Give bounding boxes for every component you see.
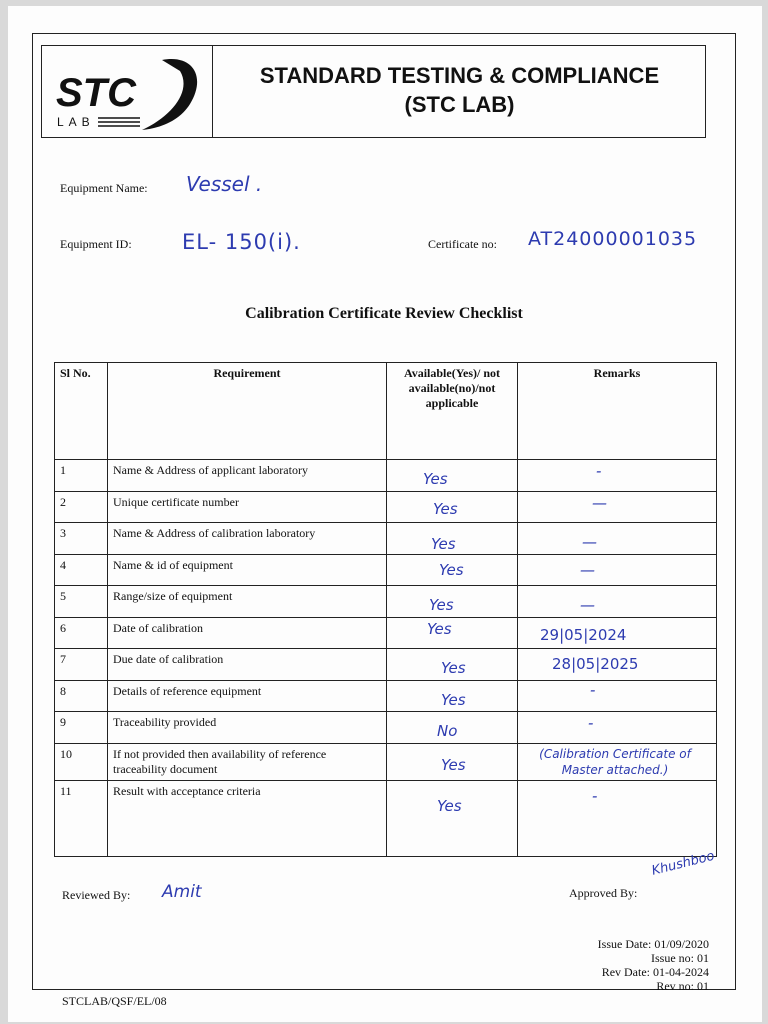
row-requirement: Details of reference equipment [108,681,387,712]
rev-date: Rev Date: 01-04-2024 [601,965,709,979]
row-remarks [518,586,717,618]
logo-sub: LAB [57,115,95,129]
row-available [387,460,518,492]
equipment-id-value: EL- 150(i). [182,230,301,254]
row-available [387,492,518,523]
available-handwriting: No [437,722,458,740]
table-row [55,523,717,555]
row-sl: 6 [55,618,108,649]
remarks-handwriting: - [592,787,598,805]
row-sl: 4 [55,555,108,586]
row-remarks [518,681,717,712]
reviewed-by-signature: Amit [162,882,202,902]
row-sl: 3 [55,523,108,555]
rev-no: Rev no: 01 [656,979,709,993]
col-sl-no: Sl No. [55,363,108,460]
row-remarks [518,712,717,744]
row-requirement: If not provided then availability of reference traceability document [108,744,387,781]
available-handwriting: Yes [439,561,464,579]
checklist-title: Calibration Certificate Review Checklist [245,305,523,322]
review-checklist-table [54,362,717,857]
row-sl: 7 [55,649,108,681]
row-remarks [518,744,717,781]
remarks-handwriting: — [592,494,607,512]
row-available [387,523,518,555]
available-handwriting: Yes [431,535,456,553]
row-available [387,555,518,586]
row-sl: 10 [55,744,108,781]
table-row [55,781,717,857]
certificate-no-value: AT24000001035 [528,228,698,250]
equipment-id-label: Equipment ID: [60,237,132,251]
row-available [387,649,518,681]
issue-no: Issue no: 01 [651,951,709,965]
remarks-handwriting: - [590,681,596,699]
row-remarks [518,523,717,555]
row-available [387,586,518,618]
issue-date: Issue Date: 01/09/2020 [597,937,709,951]
available-handwriting: Yes [441,756,466,774]
available-handwriting: Yes [437,797,462,815]
row-remarks [518,460,717,492]
table-row [55,681,717,712]
document-code: STCLAB/QSF/EL/08 [62,994,167,1008]
available-handwriting: Yes [441,659,466,677]
row-sl: 1 [55,460,108,492]
remarks-handwriting: — [582,533,597,551]
reviewed-by-label: Reviewed By: [62,888,131,902]
approved-by-label: Approved By: [569,886,638,900]
table-header-row [55,363,717,460]
remarks-handwriting: - [588,714,594,732]
remarks-handwriting: 28|05|2025 [552,655,639,673]
available-handwriting: Yes [427,620,452,638]
table-row [55,618,717,649]
remarks-handwriting: — [580,596,595,614]
row-remarks [518,555,717,586]
company-name-line2: (STC LAB) [404,92,515,117]
row-requirement: Name & Address of applicant laboratory [108,460,387,492]
row-remarks [518,781,717,857]
logo-text: STC [56,71,136,115]
table-row [55,586,717,618]
row-remarks [518,649,717,681]
row-requirement: Date of calibration [108,618,387,649]
row-requirement: Name & Address of calibration laboratory [108,523,387,555]
available-handwriting: Yes [433,500,458,518]
remarks-handwriting: — [580,561,595,579]
remarks-handwriting: 29|05|2024 [540,626,627,644]
row-requirement: Range/size of equipment [108,586,387,618]
row-available [387,681,518,712]
available-handwriting: Yes [423,470,448,488]
letterhead [41,45,706,138]
col-available: Available(Yes)/ not available(no)/not applicable [387,363,518,460]
row-remarks [518,492,717,523]
row-sl: 8 [55,681,108,712]
equipment-name-label: Equipment Name: [60,181,148,195]
row-remarks [518,618,717,649]
row-available [387,781,518,857]
col-remarks: Remarks [518,363,717,460]
table-row [55,744,717,781]
table-row [55,649,717,681]
row-available [387,712,518,744]
equipment-name-value: Vessel . [186,172,263,196]
table-row [55,460,717,492]
remarks-handwriting: (Calibration Certificate of Master attached.) [539,747,691,777]
row-sl: 2 [55,492,108,523]
certificate-no-label: Certificate no: [428,237,497,251]
row-requirement: Unique certificate number [108,492,387,523]
table-row [55,712,717,744]
table-row [55,555,717,586]
company-logo [42,46,213,137]
available-handwriting: Yes [441,691,466,709]
row-sl: 9 [55,712,108,744]
company-name-line1: STANDARD TESTING & COMPLIANCE [259,63,660,88]
row-available [387,744,518,781]
row-requirement: Due date of calibration [108,649,387,681]
row-available [387,618,518,649]
table-row [55,492,717,523]
row-requirement: Traceability provided [108,712,387,744]
approved-by-signature: Khushboo [650,848,717,879]
row-sl: 5 [55,586,108,618]
row-requirement: Name & id of equipment [108,555,387,586]
available-handwriting: Yes [429,596,454,614]
col-requirement: Requirement [108,363,387,460]
remarks-handwriting: - [596,462,602,480]
row-sl: 11 [55,781,108,857]
row-requirement: Result with acceptance criteria [108,781,387,857]
stc-logo-graphic [42,46,212,137]
company-name [214,46,705,137]
